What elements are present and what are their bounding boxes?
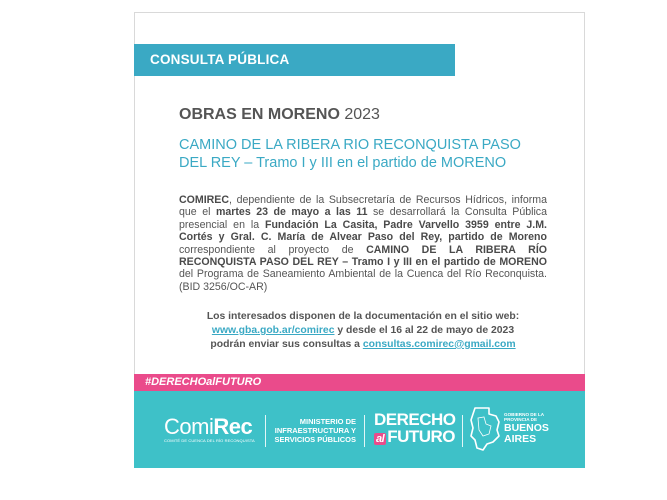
contact-info (179, 310, 547, 351)
section-heading (179, 106, 547, 124)
gov-line-2: PROVINCIA DE (504, 417, 538, 423)
project-name: CAMINO DE LA RIBERA RÍO RECONQUISTA PASO DEL REY – Tramo I y III en el partido de MORENO (179, 243, 548, 269)
body-text-3: correspondiente al proyecto de (179, 243, 367, 256)
contact-line-1: Los interesados disponen de la documentación en el sitio web: (206, 311, 520, 323)
footer-divider (462, 415, 463, 447)
ministry-line-3: SERVICIOS PÚBLICOS (274, 435, 356, 444)
body-text-4: del Programa de Saneamiento Ambiental de la Cuenca del Río Reconquista. (BID 3256/OC-AR) (179, 268, 547, 293)
derecho-al-futuro-logo (374, 411, 456, 448)
website-link[interactable]: www.gba.gob.ar/comirec (211, 325, 335, 337)
body-text-1: , dependiente de la Subsecretaría de Recursos Hídricos, informa que el (179, 194, 547, 219)
email-link[interactable]: consultas.comirec@gmail.com (362, 338, 516, 350)
heading-year: 2023 (344, 106, 380, 123)
gov-line-4: AIRES (504, 432, 537, 445)
province-map-icon (469, 406, 501, 452)
announcement-card (134, 12, 585, 468)
footer-divider (265, 415, 266, 447)
announcement-body (179, 194, 547, 293)
ministry-logo (274, 417, 356, 444)
gov-line-1: GOBIERNO DE LA (504, 412, 545, 417)
contact-line-2 (179, 324, 547, 338)
body-text-2: se desarrollará la Consulta Pública presencial en la (179, 206, 547, 231)
comirec-logo-b: Rec (213, 414, 253, 439)
derecho-line-2: FUTURO (387, 427, 456, 446)
org-name: COMIREC (179, 194, 230, 206)
main-content (179, 106, 547, 352)
comirec-logo (164, 416, 255, 443)
ministry-line-2: INFRAESTRUCTURA Y (274, 426, 356, 435)
consulta-publica-banner: CONSULTA PÚBLICA (134, 44, 455, 76)
hashtag-bar: #DERECHOalFUTURO (134, 374, 585, 391)
footer-logos (134, 391, 585, 468)
contact-email-prefix: podrán enviar sus consultas a (210, 338, 363, 350)
event-date: martes 23 de mayo a las 11 (215, 206, 368, 219)
derecho-line-1: DERECHO (374, 410, 456, 429)
ministry-line-1: MINISTERIO DE (299, 417, 356, 426)
project-title-line-1: CAMINO DE LA RIBERA RIO RECONQUISTA PASO (179, 137, 521, 153)
provincia-buenos-aires-logo (504, 412, 549, 445)
heading-prefix: OBRAS EN MORENO (179, 106, 340, 123)
contact-dates: y desde el 16 al 22 de mayo de 2023 (334, 325, 515, 337)
gov-line-3: BUENOS (504, 421, 549, 434)
comirec-logo-a: Comi (164, 414, 214, 439)
event-venue: Fundación La Casita, Padre Varvello 3959 entre J.M. Cortés y Gral. C. María de Alvear Paso del Rey, partido de Moreno (179, 218, 547, 244)
contact-line-3 (179, 338, 547, 352)
project-title-line-2: DEL REY – Tramo I y III en el partido de MORENO (179, 155, 507, 171)
footer-divider (364, 415, 365, 447)
derecho-al: al (376, 433, 385, 445)
project-title (179, 136, 547, 172)
comirec-tagline: COMITÉ DE CUENCA DEL RÍO RECONQUISTA (164, 438, 255, 443)
